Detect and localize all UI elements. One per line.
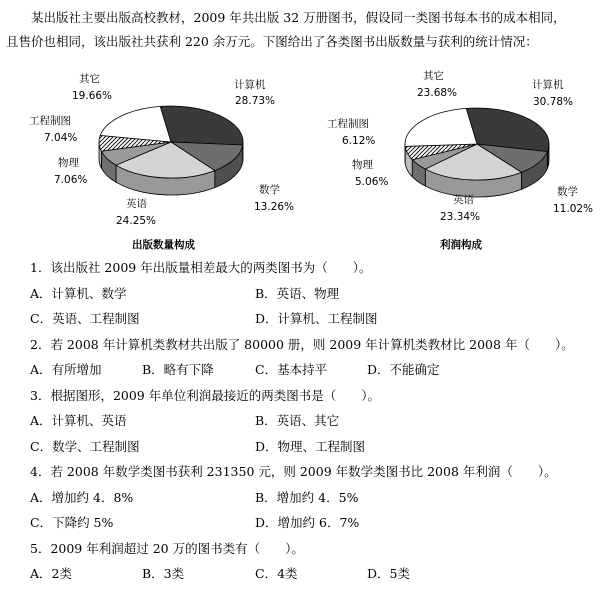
q1-option-a[interactable]: A．计算机、数学 [30, 285, 127, 301]
label-math-name: 数学 [259, 184, 280, 196]
q1-option-d[interactable]: D．计算机、工程制图 [255, 311, 378, 326]
intro-paragraph [6, 6, 606, 54]
question-1-options-row-1 [30, 281, 605, 307]
label-math-value: 13.26% [254, 201, 295, 213]
label-physics-name-2: 物理 [352, 159, 373, 171]
question-2-options-row [30, 357, 605, 383]
q3-option-c[interactable]: C．数学、工程制图 [30, 438, 140, 454]
q5-option-c[interactable]: C．4类 [255, 566, 298, 581]
chart-1-caption: 出版数量构成 [132, 239, 195, 251]
q3-option-d[interactable]: D．物理、工程制图 [255, 438, 366, 454]
label-physics-value: 7.06% [54, 174, 88, 186]
q2-option-c[interactable]: C．基本持平 [255, 362, 328, 377]
pie-charts [0, 62, 609, 258]
question-5-stem: 5．2009 年利润超过 20 万的图书类有（ ）。 [30, 540, 304, 556]
label-computer-name: 计算机 [234, 79, 266, 91]
label-other-value-2: 23.68% [417, 87, 458, 99]
label-drawing-value: 7.04% [44, 132, 78, 144]
label-computer-name-2: 计算机 [532, 79, 564, 91]
label-english-value: 24.25% [116, 215, 157, 227]
question-list [30, 255, 605, 587]
pie2-slice-other [405, 108, 477, 146]
question-4-options-row-2 [30, 510, 605, 536]
question-2-stem: 2．若 2008 年计算机类教材共出版了 80000 册，则 2009 年计算机类教材比 2008 年（ ）。 [30, 336, 574, 352]
q4-option-c[interactable]: C．下降约 5% [30, 515, 114, 530]
question-1-options-row-2 [30, 306, 605, 332]
label-english-name: 英语 [126, 198, 147, 210]
label-computer-value: 28.73% [235, 95, 276, 107]
publication-pie [99, 106, 243, 195]
q4-option-d[interactable]: D．增加约 6．7% [255, 515, 360, 530]
question-3-options-row-2 [30, 434, 605, 460]
label-english-name-2: 英语 [453, 194, 474, 206]
question-4-options-row-1 [30, 485, 605, 511]
q5-option-b[interactable]: B．3类 [142, 566, 185, 581]
label-math-name-2: 数学 [557, 186, 578, 198]
label-drawing-name-2: 工程制图 [327, 118, 369, 130]
intro-line-1: 某出版社主要出版高校教材，2009 年共出版 32 万册图书，假设同一类图书每本书的成本相同， [31, 10, 566, 25]
profit-pie [405, 108, 549, 197]
label-other-name-2: 其它 [423, 70, 444, 82]
chart-2-caption: 利润构成 [440, 239, 482, 251]
pie1-slice-other [100, 106, 171, 142]
question-5-options-row [30, 561, 605, 587]
charts-area [0, 62, 609, 258]
question-3-stem: 3．根据图形，2009 年单位利润最接近的两类图书是（ ）。 [30, 387, 380, 403]
intro-line-2: 且售价也相同，该出版社共获利 220 余万元。下图给出了各类图书出版数量与获利的统计情况： [6, 34, 538, 49]
question-3-options-row-1 [30, 408, 605, 434]
q5-option-d[interactable]: D．5类 [367, 566, 410, 581]
question-4-stem: 4．若 2008 年数学类图书获利 231350 元，则 2009 年数学类图书比 2008 年利润（ ）。 [30, 464, 557, 479]
q4-option-a[interactable]: A．增加约 4．8% [30, 489, 134, 505]
q5-option-a[interactable]: A．2类 [30, 566, 72, 581]
q2-option-d[interactable]: D．不能确定 [367, 362, 440, 377]
q2-option-a[interactable]: A．有所增加 [30, 362, 102, 377]
q2-option-b[interactable]: B．略有下降 [142, 362, 214, 377]
label-computer-value-2: 30.78% [533, 96, 574, 108]
pie1-slice-computer [160, 106, 243, 145]
label-other-value: 19.66% [72, 90, 113, 102]
label-drawing-value-2: 6.12% [342, 135, 376, 147]
q3-option-b[interactable]: B．英语、其它 [255, 413, 340, 428]
label-english-value-2: 23.34% [440, 211, 481, 223]
label-physics-name: 物理 [58, 157, 79, 169]
question-1-stem: 1．该出版社 2009 年出版量相差最大的两类图书为（ ）。 [30, 260, 372, 275]
label-physics-value-2: 5.06% [355, 176, 389, 188]
q3-option-a[interactable]: A．计算机、英语 [30, 413, 127, 428]
label-other-name: 其它 [79, 73, 100, 85]
label-drawing-name: 工程制图 [29, 115, 71, 127]
q1-option-b[interactable]: B．英语、物理 [255, 285, 340, 301]
q1-option-c[interactable]: C．英语、工程制图 [30, 311, 140, 326]
q4-option-b[interactable]: B．增加约 4．5% [255, 489, 359, 505]
label-math-value-2: 11.02% [553, 203, 594, 215]
